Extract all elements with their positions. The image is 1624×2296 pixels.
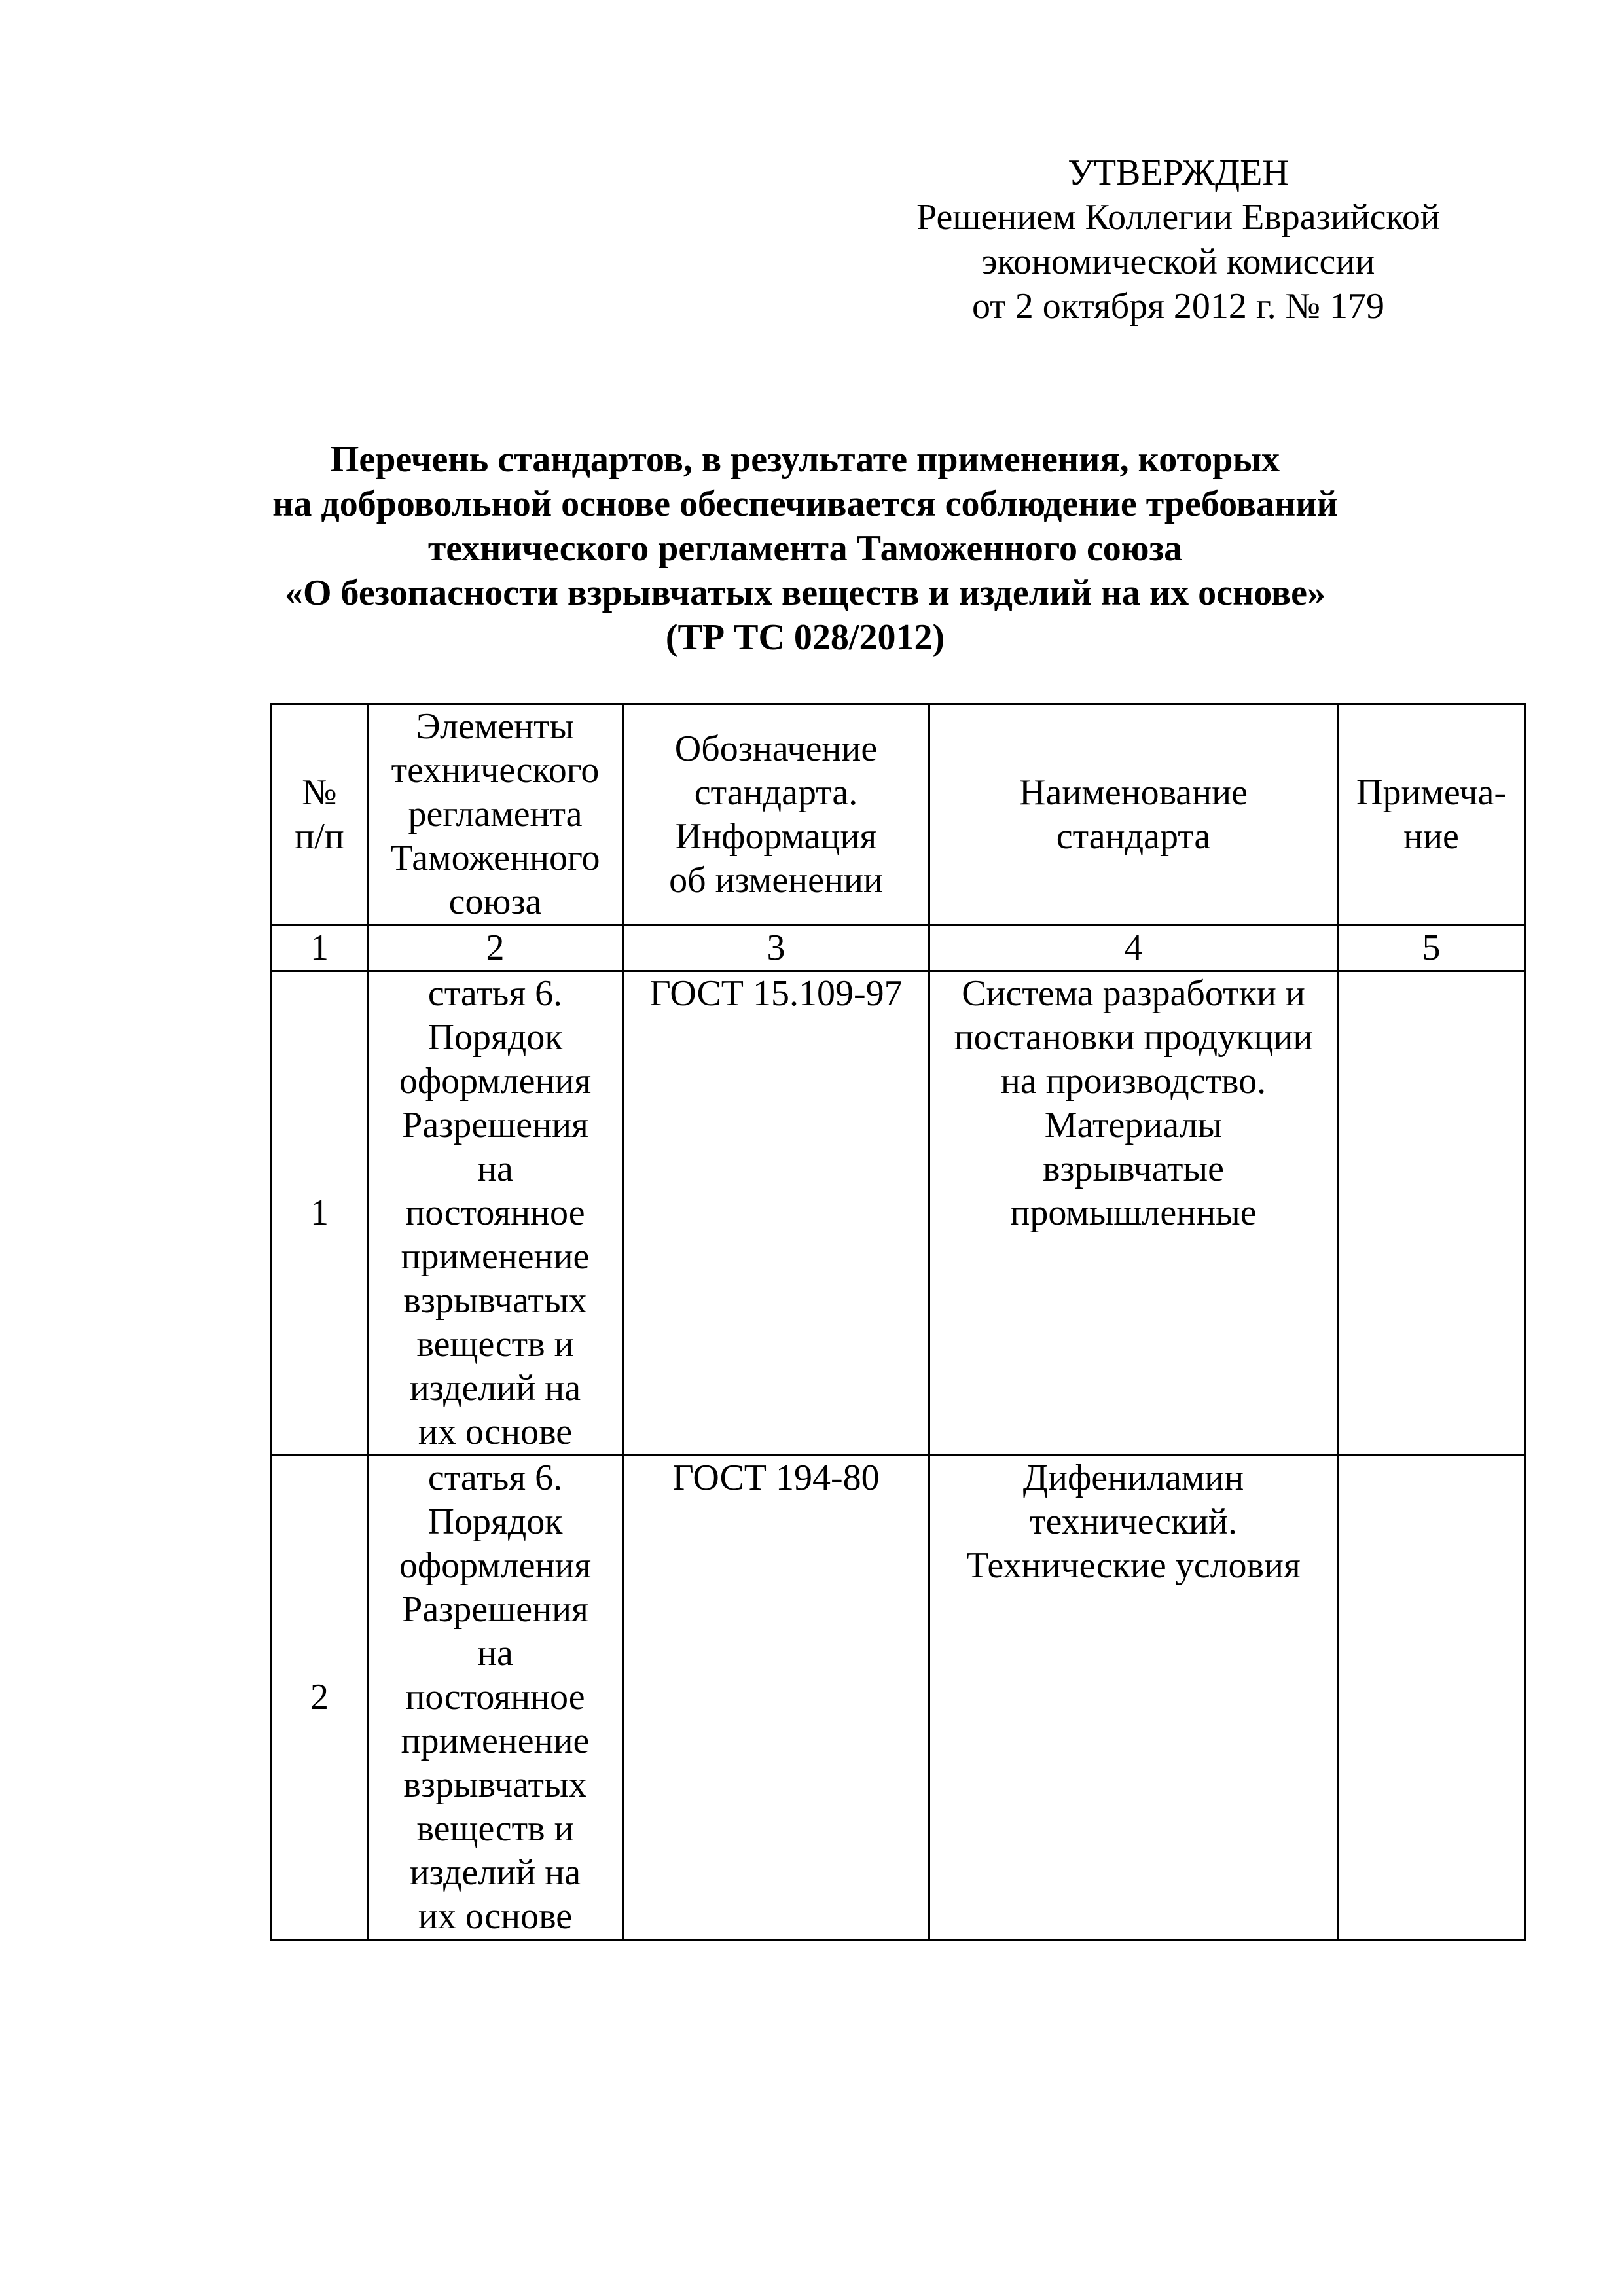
column-number: 2 [368,925,623,971]
table-row [272,971,1525,1456]
approval-date: от 2 октября 2012 г. № 179 [971,286,1385,327]
approval-line: экономической комиссии [981,242,1375,282]
row-element: статья 6. Порядок оформления Разрешения на постоянное применение взрывчатых веществ и изделий на их основе [368,1456,623,1940]
row-standard: ГОСТ 194-80 [623,1456,929,1940]
standards-table [270,703,1526,1941]
row-standard: ГОСТ 15.109-97 [623,971,929,1456]
column-number: 5 [1338,925,1525,971]
title-code: (ТР ТС 028/2012) [665,617,945,658]
header-designation: Обозначение стандарта. Информация об изменении [623,704,929,925]
approval-stamp [877,151,1479,329]
title-line: на добровольной основе обеспечивается соблюдение требований [272,484,1338,524]
approval-line: Решением Коллегии Евразийской [916,197,1440,238]
title-line: технического регламента Таможенного союза [427,528,1183,569]
title-line: «О безопасности взрывчатых веществ и изделий на их основе» [285,573,1326,613]
column-number-row [272,925,1525,971]
row-note [1338,1456,1525,1940]
title-line: Перечень стандартов, в результате применения, которых [330,439,1280,480]
table-header-row [272,704,1525,925]
row-number: 1 [272,971,368,1456]
column-number: 3 [623,925,929,971]
row-note [1338,971,1525,1456]
document-title [196,437,1414,660]
header-elements: Элементы технического регламента Таможенного союза [368,704,623,925]
header-note: Примеча- ние [1338,704,1525,925]
row-standard-name: Система разработки и постановки продукции на производство. Материалы взрывчатые промышленные [929,971,1338,1456]
header-name: Наименование стандарта [929,704,1338,925]
column-number: 4 [929,925,1338,971]
column-number: 1 [272,925,368,971]
row-number: 2 [272,1456,368,1940]
header-number: № п/п [272,704,368,925]
row-standard-name: Дифениламин технический. Технические условия [929,1456,1338,1940]
approval-heading: УТВЕРЖДЕН [1068,152,1289,193]
row-element: статья 6. Порядок оформления Разрешения на постоянное применение взрывчатых веществ и изделий на их основе [368,971,623,1456]
table-row [272,1456,1525,1940]
